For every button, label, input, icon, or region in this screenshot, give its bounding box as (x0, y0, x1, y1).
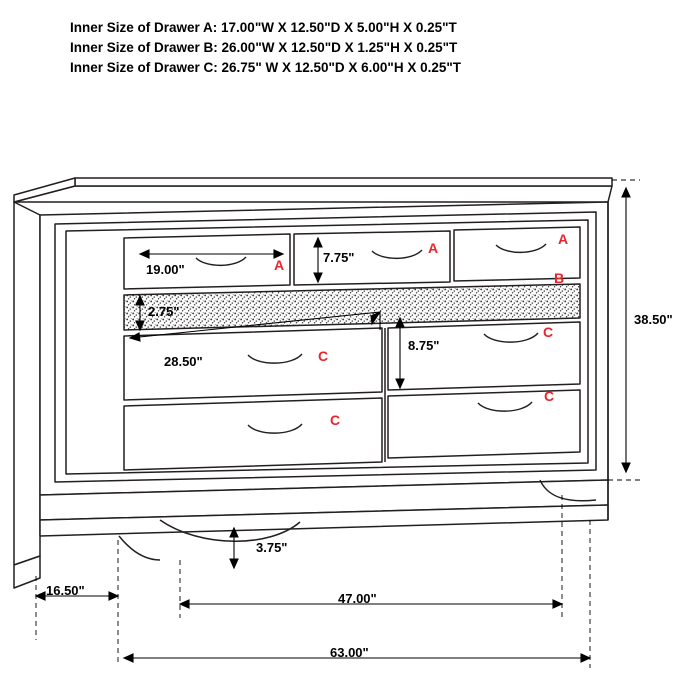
dim-63-00: 63.00" (330, 645, 369, 660)
spec-line-b: Inner Size of Drawer B: 26.00"W X 12.50"D X 1.25"H X 0.25"T (70, 40, 458, 55)
dim-47-00: 47.00" (338, 591, 377, 606)
dim-38-50: 38.50" (634, 312, 673, 327)
spec-line-c: Inner Size of Drawer C: 26.75" W X 12.50"D X 6.00"H X 0.25"T (70, 60, 462, 75)
dim-7-75: 7.75" (323, 250, 355, 265)
drawer-label-a-center: A (428, 240, 439, 256)
drawer-label-c-lower-left: C (330, 412, 341, 428)
drawer-label-c-upper-left: C (318, 348, 329, 364)
drawer-label-a-right: A (558, 231, 569, 247)
dim-16-50: 16.50" (46, 583, 85, 598)
dim-8-75: 8.75" (408, 338, 440, 353)
dim-28-50: 28.50" (164, 354, 203, 369)
spec-line-a: Inner Size of Drawer A: 17.00"W X 12.50"D X 5.00"H X 0.25"T (70, 20, 457, 35)
dim-3-75: 3.75" (256, 540, 288, 555)
dim-19: 19.00" (146, 262, 185, 277)
dim-2-75: 2.75" (148, 304, 180, 319)
drawer-label-c-upper-right: C (543, 324, 554, 340)
drawer-label-b: B (554, 270, 565, 286)
drawer-label-c-lower-right: C (544, 388, 555, 404)
drawer-label-a-left: A (274, 257, 285, 273)
